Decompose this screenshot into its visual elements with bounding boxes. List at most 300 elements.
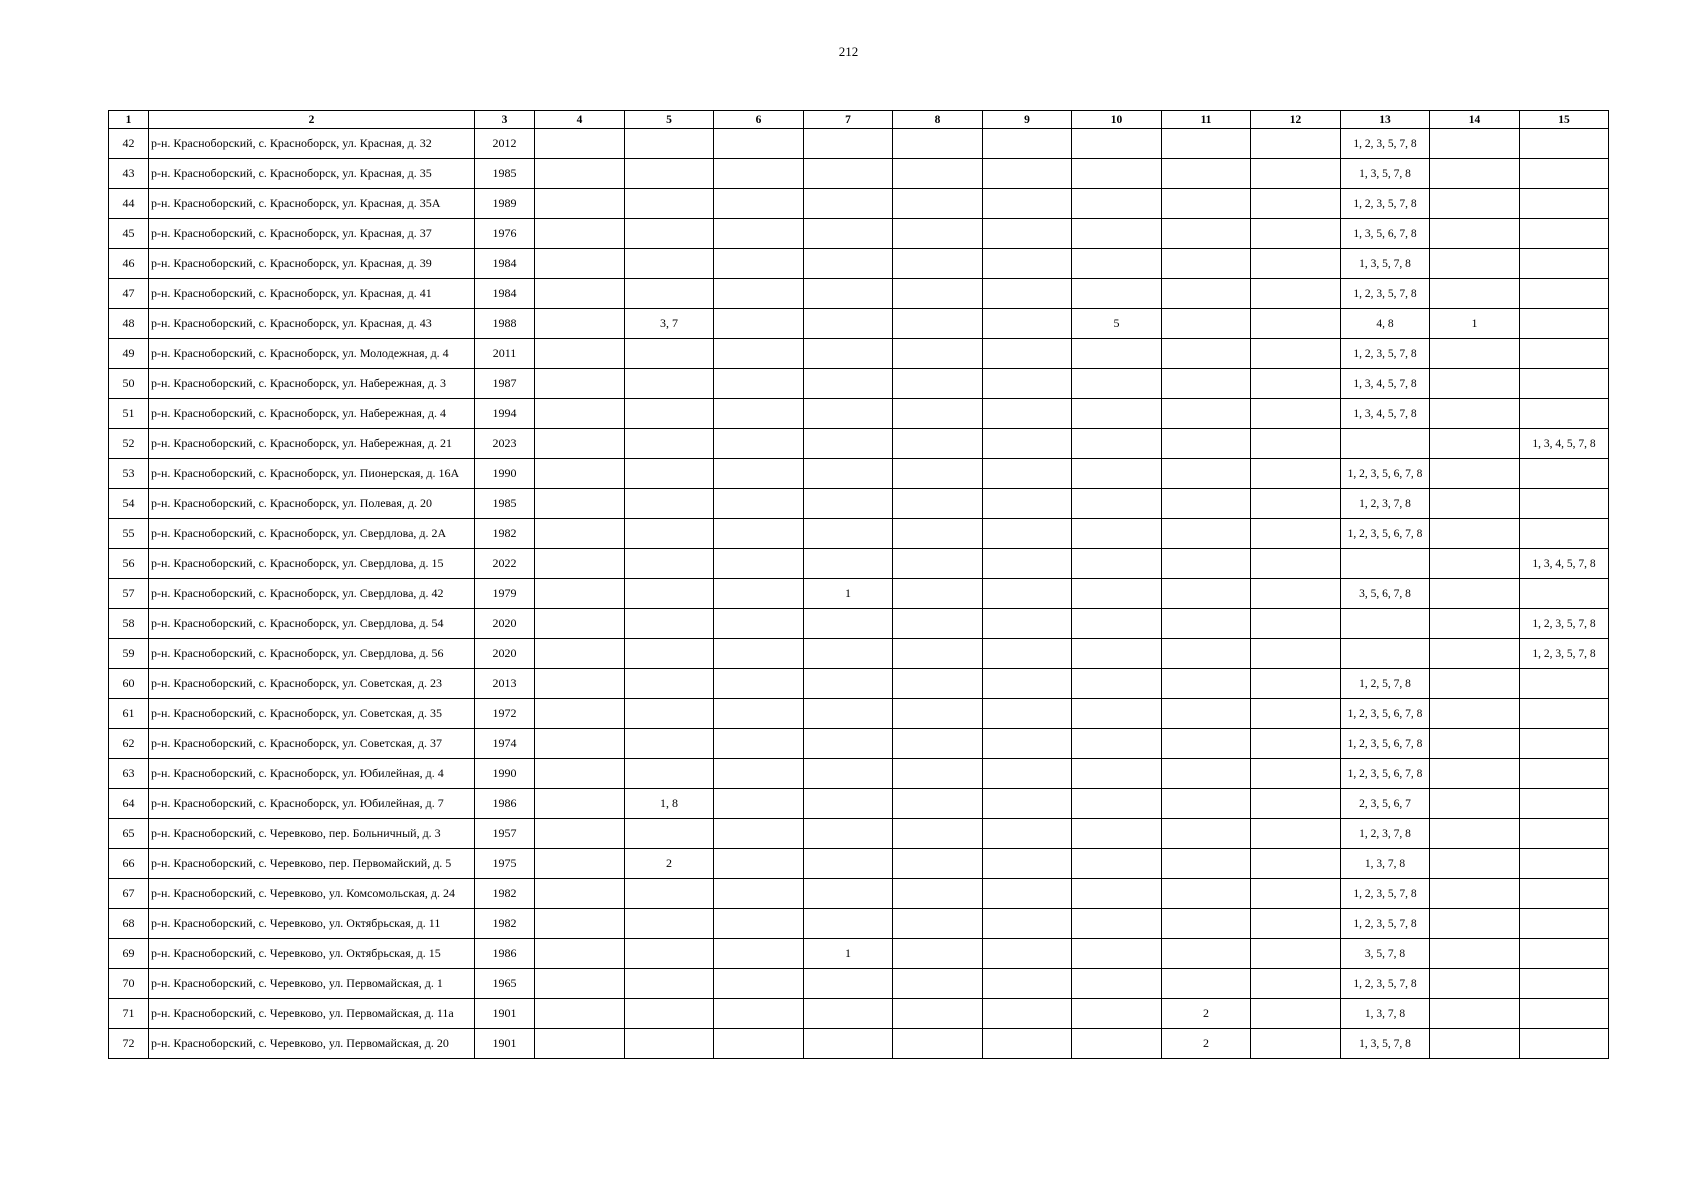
col-12-cell	[1251, 129, 1341, 159]
table-row	[109, 789, 1609, 819]
year-cell: 1982	[475, 879, 535, 909]
col-13-cell: 4, 8	[1341, 309, 1430, 339]
col-6-cell	[714, 879, 804, 909]
col-5-cell	[625, 579, 714, 609]
year-cell: 1994	[475, 399, 535, 429]
col-4-cell	[535, 549, 625, 579]
col-15-cell	[1520, 249, 1609, 279]
col-15-cell	[1520, 1029, 1609, 1059]
col-14-cell	[1430, 909, 1520, 939]
col-13-cell: 1, 2, 3, 5, 7, 8	[1341, 969, 1430, 999]
col-7-cell	[804, 159, 893, 189]
col-5-cell	[625, 189, 714, 219]
col-4-cell	[535, 939, 625, 969]
table-row	[109, 759, 1609, 789]
col-13-cell	[1341, 639, 1430, 669]
col-5-cell	[625, 549, 714, 579]
col-14-cell	[1430, 429, 1520, 459]
col-12-cell	[1251, 729, 1341, 759]
row-number: 58	[109, 609, 149, 639]
col-4-cell	[535, 129, 625, 159]
col-5-cell	[625, 819, 714, 849]
year-cell: 1990	[475, 759, 535, 789]
col-12-cell	[1251, 429, 1341, 459]
col-10-cell	[1072, 129, 1162, 159]
year-cell: 1901	[475, 1029, 535, 1059]
col-5-cell	[625, 399, 714, 429]
col-13-cell: 1, 2, 3, 5, 7, 8	[1341, 909, 1430, 939]
row-number: 68	[109, 909, 149, 939]
col-6-cell	[714, 909, 804, 939]
col-11-cell	[1162, 879, 1251, 909]
col-12-cell	[1251, 489, 1341, 519]
col-4-cell	[535, 729, 625, 759]
table-row	[109, 279, 1609, 309]
year-cell: 1982	[475, 519, 535, 549]
column-header-3: 3	[475, 111, 535, 129]
col-14-cell	[1430, 339, 1520, 369]
col-13-cell: 1, 2, 3, 5, 7, 8	[1341, 879, 1430, 909]
col-13-cell: 1, 2, 3, 7, 8	[1341, 489, 1430, 519]
col-7-cell	[804, 219, 893, 249]
col-10-cell	[1072, 459, 1162, 489]
row-number: 47	[109, 279, 149, 309]
col-9-cell	[983, 939, 1072, 969]
table-row	[109, 969, 1609, 999]
row-number: 54	[109, 489, 149, 519]
column-header-9: 9	[983, 111, 1072, 129]
col-4-cell	[535, 819, 625, 849]
col-7-cell	[804, 729, 893, 759]
col-5-cell: 2	[625, 849, 714, 879]
col-8-cell	[893, 759, 983, 789]
col-4-cell	[535, 909, 625, 939]
col-15-cell	[1520, 969, 1609, 999]
table-row	[109, 669, 1609, 699]
col-5-cell	[625, 489, 714, 519]
row-number: 44	[109, 189, 149, 219]
col-14-cell	[1430, 159, 1520, 189]
col-12-cell	[1251, 339, 1341, 369]
col-9-cell	[983, 129, 1072, 159]
col-6-cell	[714, 189, 804, 219]
col-12-cell	[1251, 609, 1341, 639]
page-number: 212	[838, 44, 859, 59]
col-12-cell	[1251, 699, 1341, 729]
col-9-cell	[983, 609, 1072, 639]
col-11-cell	[1162, 519, 1251, 549]
address-cell: р-н. Красноборский, с. Черевково, ул. Первомайская, д. 11а	[149, 999, 475, 1029]
col-14-cell	[1430, 669, 1520, 699]
col-8-cell	[893, 789, 983, 819]
col-15-cell	[1520, 819, 1609, 849]
col-8-cell	[893, 399, 983, 429]
col-9-cell	[983, 309, 1072, 339]
col-5-cell	[625, 339, 714, 369]
col-13-cell: 1, 2, 3, 5, 7, 8	[1341, 129, 1430, 159]
column-header-10: 10	[1072, 111, 1162, 129]
col-5-cell	[625, 459, 714, 489]
row-number: 72	[109, 1029, 149, 1059]
col-5-cell	[625, 369, 714, 399]
col-8-cell	[893, 819, 983, 849]
col-10-cell	[1072, 339, 1162, 369]
col-6-cell	[714, 729, 804, 759]
col-8-cell	[893, 159, 983, 189]
year-cell: 1972	[475, 699, 535, 729]
col-15-cell: 1, 3, 4, 5, 7, 8	[1520, 429, 1609, 459]
address-cell: р-н. Красноборский, с. Красноборск, ул. Красная, д. 35	[149, 159, 475, 189]
col-7-cell	[804, 459, 893, 489]
col-6-cell	[714, 669, 804, 699]
col-6-cell	[714, 339, 804, 369]
col-15-cell	[1520, 729, 1609, 759]
col-11-cell	[1162, 849, 1251, 879]
col-6-cell	[714, 969, 804, 999]
col-7-cell: 1	[804, 939, 893, 969]
address-cell: р-н. Красноборский, с. Красноборск, ул. Красная, д. 41	[149, 279, 475, 309]
row-number: 55	[109, 519, 149, 549]
col-13-cell: 1, 3, 4, 5, 7, 8	[1341, 369, 1430, 399]
col-6-cell	[714, 489, 804, 519]
year-cell: 1957	[475, 819, 535, 849]
col-13-cell: 1, 2, 3, 5, 6, 7, 8	[1341, 459, 1430, 489]
col-15-cell: 1, 3, 4, 5, 7, 8	[1520, 549, 1609, 579]
col-14-cell	[1430, 219, 1520, 249]
col-14-cell	[1430, 609, 1520, 639]
column-header-13: 13	[1341, 111, 1430, 129]
col-9-cell	[983, 339, 1072, 369]
col-4-cell	[535, 999, 625, 1029]
address-cell: р-н. Красноборский, с. Красноборск, ул. Молодежная, д. 4	[149, 339, 475, 369]
col-14-cell	[1430, 279, 1520, 309]
col-4-cell	[535, 639, 625, 669]
table-header	[109, 111, 1609, 129]
table-row	[109, 1029, 1609, 1059]
col-7-cell	[804, 669, 893, 699]
col-9-cell	[983, 519, 1072, 549]
column-header-6: 6	[714, 111, 804, 129]
col-13-cell: 1, 2, 5, 7, 8	[1341, 669, 1430, 699]
col-15-cell	[1520, 129, 1609, 159]
col-10-cell	[1072, 1029, 1162, 1059]
col-12-cell	[1251, 189, 1341, 219]
col-13-cell: 1, 3, 4, 5, 7, 8	[1341, 399, 1430, 429]
table-row	[109, 429, 1609, 459]
col-14-cell	[1430, 1029, 1520, 1059]
col-11-cell	[1162, 939, 1251, 969]
table-body	[109, 129, 1609, 1059]
table-row	[109, 999, 1609, 1029]
address-cell: р-н. Красноборский, с. Красноборск, ул. Свердлова, д. 2А	[149, 519, 475, 549]
address-cell: р-н. Красноборский, с. Красноборск, ул. Красная, д. 37	[149, 219, 475, 249]
col-12-cell	[1251, 789, 1341, 819]
row-number: 67	[109, 879, 149, 909]
col-4-cell	[535, 669, 625, 699]
col-7-cell	[804, 129, 893, 159]
year-cell: 1985	[475, 159, 535, 189]
address-cell: р-н. Красноборский, с. Красноборск, ул. Красная, д. 35А	[149, 189, 475, 219]
address-cell: р-н. Красноборский, с. Красноборск, ул. Свердлова, д. 42	[149, 579, 475, 609]
address-cell: р-н. Красноборский, с. Черевково, ул. Октябрьская, д. 15	[149, 939, 475, 969]
col-6-cell	[714, 849, 804, 879]
table-row	[109, 129, 1609, 159]
col-10-cell	[1072, 429, 1162, 459]
col-13-cell: 1, 2, 3, 5, 7, 8	[1341, 339, 1430, 369]
col-8-cell	[893, 549, 983, 579]
col-7-cell	[804, 909, 893, 939]
col-8-cell	[893, 489, 983, 519]
col-7-cell	[804, 969, 893, 999]
row-number: 53	[109, 459, 149, 489]
col-6-cell	[714, 819, 804, 849]
address-cell: р-н. Красноборский, с. Красноборск, ул. Полевая, д. 20	[149, 489, 475, 519]
col-8-cell	[893, 969, 983, 999]
table-row	[109, 219, 1609, 249]
col-8-cell	[893, 519, 983, 549]
col-5-cell	[625, 939, 714, 969]
col-9-cell	[983, 489, 1072, 519]
col-11-cell	[1162, 309, 1251, 339]
col-14-cell	[1430, 879, 1520, 909]
col-15-cell	[1520, 849, 1609, 879]
col-11-cell	[1162, 279, 1251, 309]
col-5-cell	[625, 729, 714, 759]
row-number: 50	[109, 369, 149, 399]
col-15-cell	[1520, 879, 1609, 909]
col-12-cell	[1251, 159, 1341, 189]
col-13-cell: 3, 5, 6, 7, 8	[1341, 579, 1430, 609]
col-9-cell	[983, 819, 1072, 849]
table-row	[109, 549, 1609, 579]
col-8-cell	[893, 879, 983, 909]
col-9-cell	[983, 189, 1072, 219]
col-15-cell: 1, 2, 3, 5, 7, 8	[1520, 639, 1609, 669]
col-7-cell	[804, 369, 893, 399]
col-5-cell	[625, 639, 714, 669]
col-10-cell	[1072, 189, 1162, 219]
col-12-cell	[1251, 219, 1341, 249]
col-6-cell	[714, 609, 804, 639]
col-5-cell	[625, 879, 714, 909]
col-6-cell	[714, 279, 804, 309]
col-13-cell: 1, 3, 5, 7, 8	[1341, 1029, 1430, 1059]
year-cell: 1975	[475, 849, 535, 879]
row-number: 56	[109, 549, 149, 579]
col-12-cell	[1251, 639, 1341, 669]
column-header-11: 11	[1162, 111, 1251, 129]
col-12-cell	[1251, 369, 1341, 399]
col-5-cell	[625, 909, 714, 939]
address-cell: р-н. Красноборский, с. Красноборск, ул. Свердлова, д. 54	[149, 609, 475, 639]
col-8-cell	[893, 129, 983, 159]
year-cell: 1986	[475, 789, 535, 819]
col-10-cell	[1072, 819, 1162, 849]
col-4-cell	[535, 219, 625, 249]
col-12-cell	[1251, 519, 1341, 549]
table-row	[109, 459, 1609, 489]
col-6-cell	[714, 429, 804, 459]
col-10-cell	[1072, 219, 1162, 249]
col-8-cell	[893, 849, 983, 879]
col-4-cell	[535, 489, 625, 519]
col-15-cell	[1520, 279, 1609, 309]
table-row	[109, 879, 1609, 909]
col-5-cell	[625, 609, 714, 639]
col-7-cell	[804, 279, 893, 309]
col-5-cell	[625, 519, 714, 549]
col-12-cell	[1251, 279, 1341, 309]
col-10-cell	[1072, 399, 1162, 429]
col-11-cell	[1162, 459, 1251, 489]
col-8-cell	[893, 639, 983, 669]
table-row	[109, 639, 1609, 669]
address-cell: р-н. Красноборский, с. Красноборск, ул. Пионерская, д. 16А	[149, 459, 475, 489]
col-6-cell	[714, 789, 804, 819]
col-8-cell	[893, 909, 983, 939]
col-5-cell	[625, 669, 714, 699]
col-10-cell	[1072, 579, 1162, 609]
col-5-cell	[625, 699, 714, 729]
col-11-cell: 2	[1162, 999, 1251, 1029]
col-6-cell	[714, 699, 804, 729]
col-8-cell	[893, 669, 983, 699]
table-row	[109, 369, 1609, 399]
col-9-cell	[983, 249, 1072, 279]
column-header-5: 5	[625, 111, 714, 129]
col-7-cell	[804, 699, 893, 729]
col-13-cell: 1, 2, 3, 5, 7, 8	[1341, 189, 1430, 219]
col-6-cell	[714, 159, 804, 189]
col-11-cell	[1162, 729, 1251, 759]
row-number: 62	[109, 729, 149, 759]
year-cell: 2012	[475, 129, 535, 159]
col-5-cell	[625, 1029, 714, 1059]
table-row	[109, 939, 1609, 969]
table-row	[109, 519, 1609, 549]
col-12-cell	[1251, 579, 1341, 609]
col-12-cell	[1251, 549, 1341, 579]
col-14-cell	[1430, 939, 1520, 969]
year-cell: 1990	[475, 459, 535, 489]
col-11-cell	[1162, 789, 1251, 819]
col-11-cell: 2	[1162, 1029, 1251, 1059]
col-9-cell	[983, 459, 1072, 489]
row-number: 65	[109, 819, 149, 849]
col-12-cell	[1251, 459, 1341, 489]
col-6-cell	[714, 309, 804, 339]
col-10-cell	[1072, 969, 1162, 999]
col-15-cell	[1520, 759, 1609, 789]
table-row	[109, 699, 1609, 729]
table-row	[109, 729, 1609, 759]
col-13-cell: 1, 3, 5, 6, 7, 8	[1341, 219, 1430, 249]
col-11-cell	[1162, 249, 1251, 279]
col-14-cell	[1430, 789, 1520, 819]
col-6-cell	[714, 129, 804, 159]
column-header-8: 8	[893, 111, 983, 129]
col-10-cell	[1072, 789, 1162, 819]
col-8-cell	[893, 369, 983, 399]
col-10-cell	[1072, 759, 1162, 789]
col-11-cell	[1162, 609, 1251, 639]
col-7-cell	[804, 549, 893, 579]
col-7-cell	[804, 789, 893, 819]
row-number: 45	[109, 219, 149, 249]
col-8-cell	[893, 189, 983, 219]
address-cell: р-н. Красноборский, с. Красноборск, ул. Набережная, д. 21	[149, 429, 475, 459]
column-header-12: 12	[1251, 111, 1341, 129]
col-5-cell	[625, 759, 714, 789]
col-9-cell	[983, 699, 1072, 729]
address-cell: р-н. Красноборский, с. Красноборск, ул. Советская, д. 23	[149, 669, 475, 699]
col-14-cell	[1430, 699, 1520, 729]
row-number: 71	[109, 999, 149, 1029]
col-14-cell	[1430, 249, 1520, 279]
col-9-cell	[983, 1029, 1072, 1059]
col-9-cell	[983, 159, 1072, 189]
col-4-cell	[535, 1029, 625, 1059]
col-6-cell	[714, 249, 804, 279]
col-14-cell	[1430, 189, 1520, 219]
col-11-cell	[1162, 969, 1251, 999]
row-number: 59	[109, 639, 149, 669]
col-15-cell	[1520, 909, 1609, 939]
address-cell: р-н. Красноборский, с. Черевково, ул. Первомайская, д. 1	[149, 969, 475, 999]
col-14-cell	[1430, 369, 1520, 399]
col-15-cell	[1520, 189, 1609, 219]
table-row	[109, 849, 1609, 879]
col-7-cell	[804, 489, 893, 519]
row-number: 61	[109, 699, 149, 729]
col-7-cell	[804, 999, 893, 1029]
col-12-cell	[1251, 969, 1341, 999]
row-number: 70	[109, 969, 149, 999]
header-row	[109, 111, 1609, 129]
col-13-cell: 1, 2, 3, 5, 6, 7, 8	[1341, 729, 1430, 759]
year-cell: 1984	[475, 279, 535, 309]
col-11-cell	[1162, 159, 1251, 189]
col-12-cell	[1251, 1029, 1341, 1059]
col-4-cell	[535, 879, 625, 909]
col-4-cell	[535, 849, 625, 879]
col-12-cell	[1251, 819, 1341, 849]
col-9-cell	[983, 429, 1072, 459]
col-12-cell	[1251, 759, 1341, 789]
col-4-cell	[535, 519, 625, 549]
row-number: 66	[109, 849, 149, 879]
col-8-cell	[893, 939, 983, 969]
col-13-cell: 1, 2, 3, 5, 6, 7, 8	[1341, 519, 1430, 549]
year-cell: 1982	[475, 909, 535, 939]
col-14-cell	[1430, 849, 1520, 879]
table-row	[109, 909, 1609, 939]
col-10-cell	[1072, 609, 1162, 639]
year-cell: 1985	[475, 489, 535, 519]
row-number: 46	[109, 249, 149, 279]
col-9-cell	[983, 219, 1072, 249]
col-14-cell	[1430, 579, 1520, 609]
address-cell: р-н. Красноборский, с. Красноборск, ул. Юбилейная, д. 7	[149, 789, 475, 819]
col-10-cell	[1072, 519, 1162, 549]
table-row	[109, 309, 1609, 339]
col-5-cell	[625, 999, 714, 1029]
col-4-cell	[535, 339, 625, 369]
col-15-cell	[1520, 309, 1609, 339]
col-13-cell: 1, 3, 7, 8	[1341, 849, 1430, 879]
col-13-cell: 1, 3, 5, 7, 8	[1341, 249, 1430, 279]
col-7-cell	[804, 249, 893, 279]
